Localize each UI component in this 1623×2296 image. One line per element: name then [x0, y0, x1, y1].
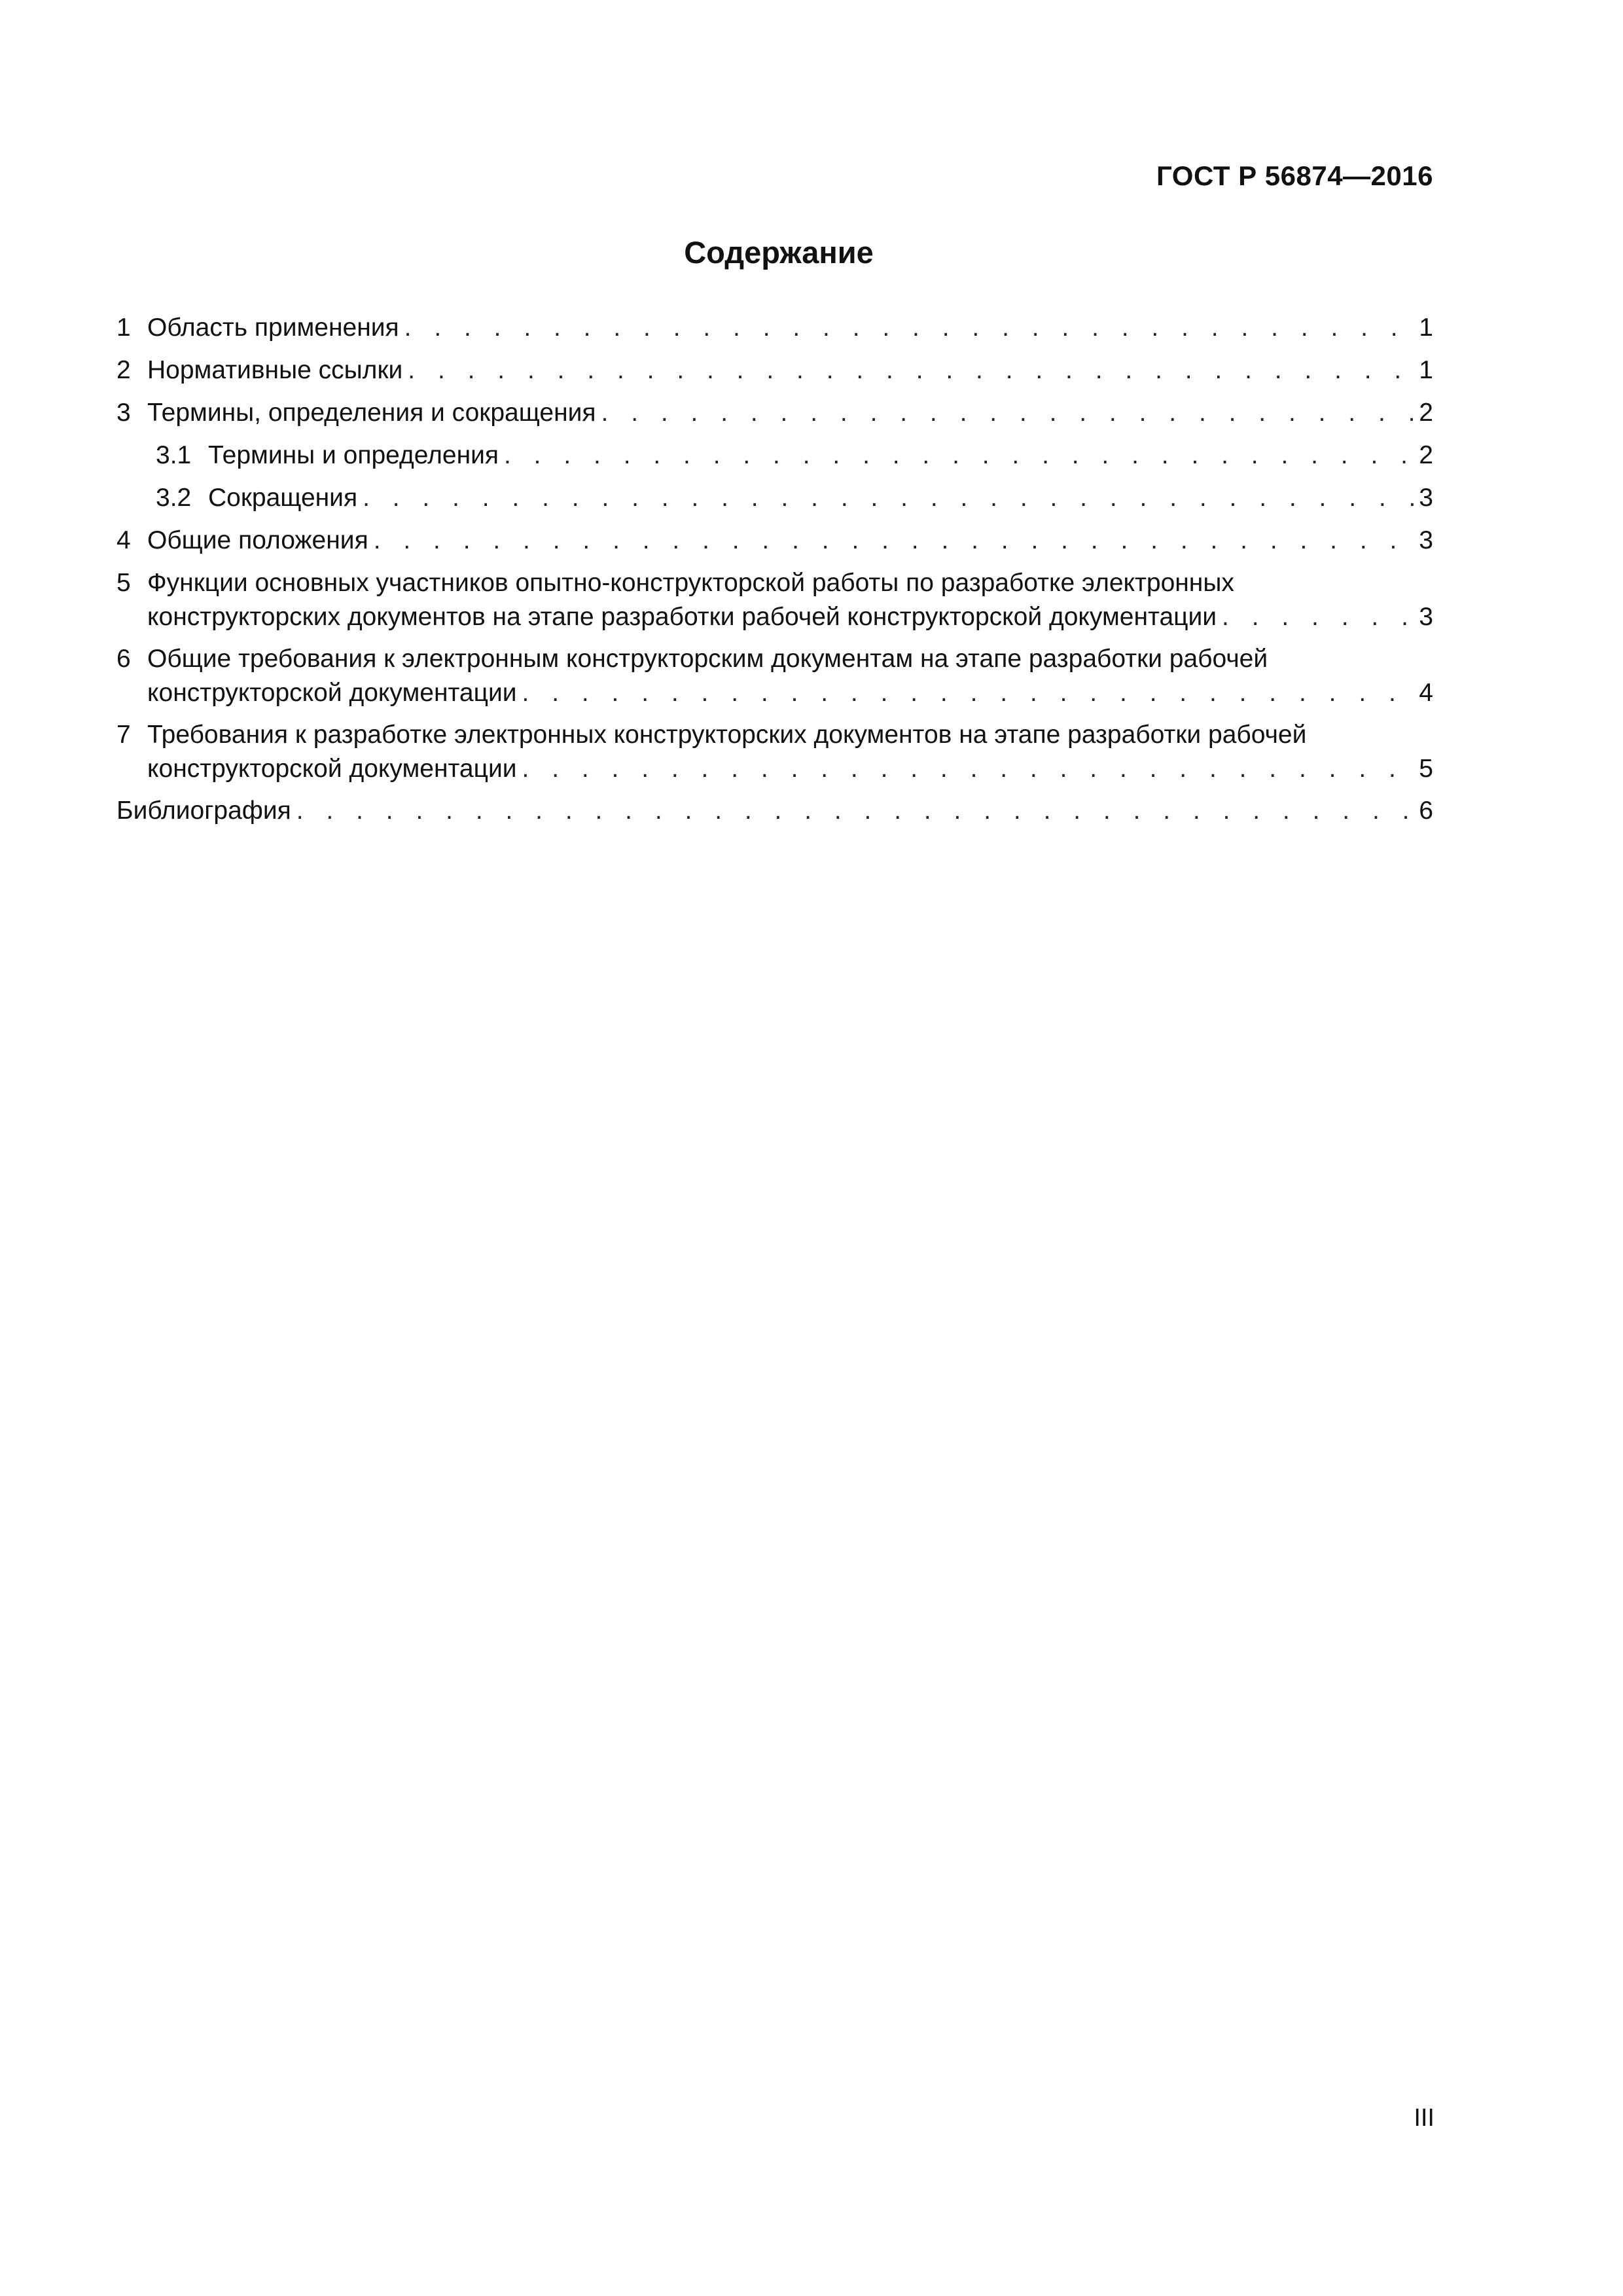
toc-entry-page: 1 [1419, 314, 1433, 342]
toc-entry-page: 3 [1419, 526, 1433, 554]
toc-entry-label-line2: конструкторской документации [147, 679, 517, 707]
toc-entry-page: 3 [1419, 603, 1433, 631]
dot-leader [408, 353, 1414, 387]
toc-entry-label-line2: конструкторской документации [147, 755, 517, 783]
toc-entry-page: 2 [1419, 399, 1433, 427]
toc-entry-number: 3 [116, 399, 131, 427]
toc-entry-number: 7 [116, 721, 131, 749]
toc-entry-5[interactable] [116, 566, 1433, 634]
toc-entry-label-line1: Требования к разработке электронных конструкторских документов на этапе разработки рабочей [147, 721, 1307, 749]
dot-leader [522, 676, 1414, 710]
toc-entry-label: Нормативные ссылки [147, 356, 403, 384]
toc-entry-number: 3.1 [156, 441, 192, 469]
toc-entry-page: 1 [1419, 356, 1433, 384]
toc-entry-number: 1 [116, 314, 131, 342]
toc-entry-1[interactable] [116, 311, 1433, 345]
toc-entry-number: 5 [116, 569, 131, 597]
dot-leader [363, 481, 1414, 515]
dot-leader [601, 396, 1414, 430]
toc-entry-label: Термины, определения и сокращения [147, 399, 596, 427]
toc-entry-page: 5 [1419, 755, 1433, 783]
toc-entry-label: Библиография [116, 797, 291, 825]
toc-entry-3-2[interactable] [116, 481, 1433, 515]
toc-entry-label-line1: Функции основных участников опытно-конструкторской работы по разработке электронных [147, 569, 1234, 597]
toc-entry-number: 3.2 [156, 484, 192, 512]
toc-entry-number: 6 [116, 645, 131, 673]
dot-leader [296, 794, 1414, 828]
dot-leader [404, 311, 1414, 345]
toc-entry-label-line1: Общие требования к электронным конструкторским документам на этапе разработки рабочей [147, 645, 1268, 673]
toc-entry-6[interactable] [116, 642, 1433, 710]
toc-entry-page: 6 [1419, 797, 1433, 825]
dot-leader [522, 752, 1414, 786]
table-of-contents [116, 311, 1433, 836]
dot-leader [504, 439, 1414, 473]
toc-entry-label: Общие положения [147, 526, 368, 554]
toc-entry-bibliography[interactable] [116, 794, 1433, 828]
toc-entry-7[interactable] [116, 718, 1433, 786]
toc-entry-page: 2 [1419, 441, 1433, 469]
toc-entry-4[interactable] [116, 524, 1433, 558]
toc-entry-label: Область применения [147, 314, 399, 342]
toc-entry-label-line2: конструкторских документов на этапе разработки рабочей конструкторской документации [147, 603, 1217, 631]
toc-entry-page: 3 [1419, 484, 1433, 512]
toc-entry-number: 2 [116, 356, 131, 384]
dot-leader [374, 524, 1414, 558]
toc-entry-3[interactable] [116, 396, 1433, 430]
toc-entry-label: Термины и определения [208, 441, 499, 469]
document-code: ГОСТ Р 56874—2016 [1156, 160, 1433, 191]
page-number: III [1414, 2104, 1435, 2132]
toc-entry-2[interactable] [116, 353, 1433, 387]
toc-entry-number: 4 [116, 526, 131, 554]
toc-title: Содержание [684, 235, 874, 270]
toc-entry-page: 4 [1419, 679, 1433, 707]
toc-entry-3-1[interactable] [116, 439, 1433, 473]
dot-leader [1222, 600, 1414, 634]
toc-entry-label: Сокращения [208, 484, 358, 512]
